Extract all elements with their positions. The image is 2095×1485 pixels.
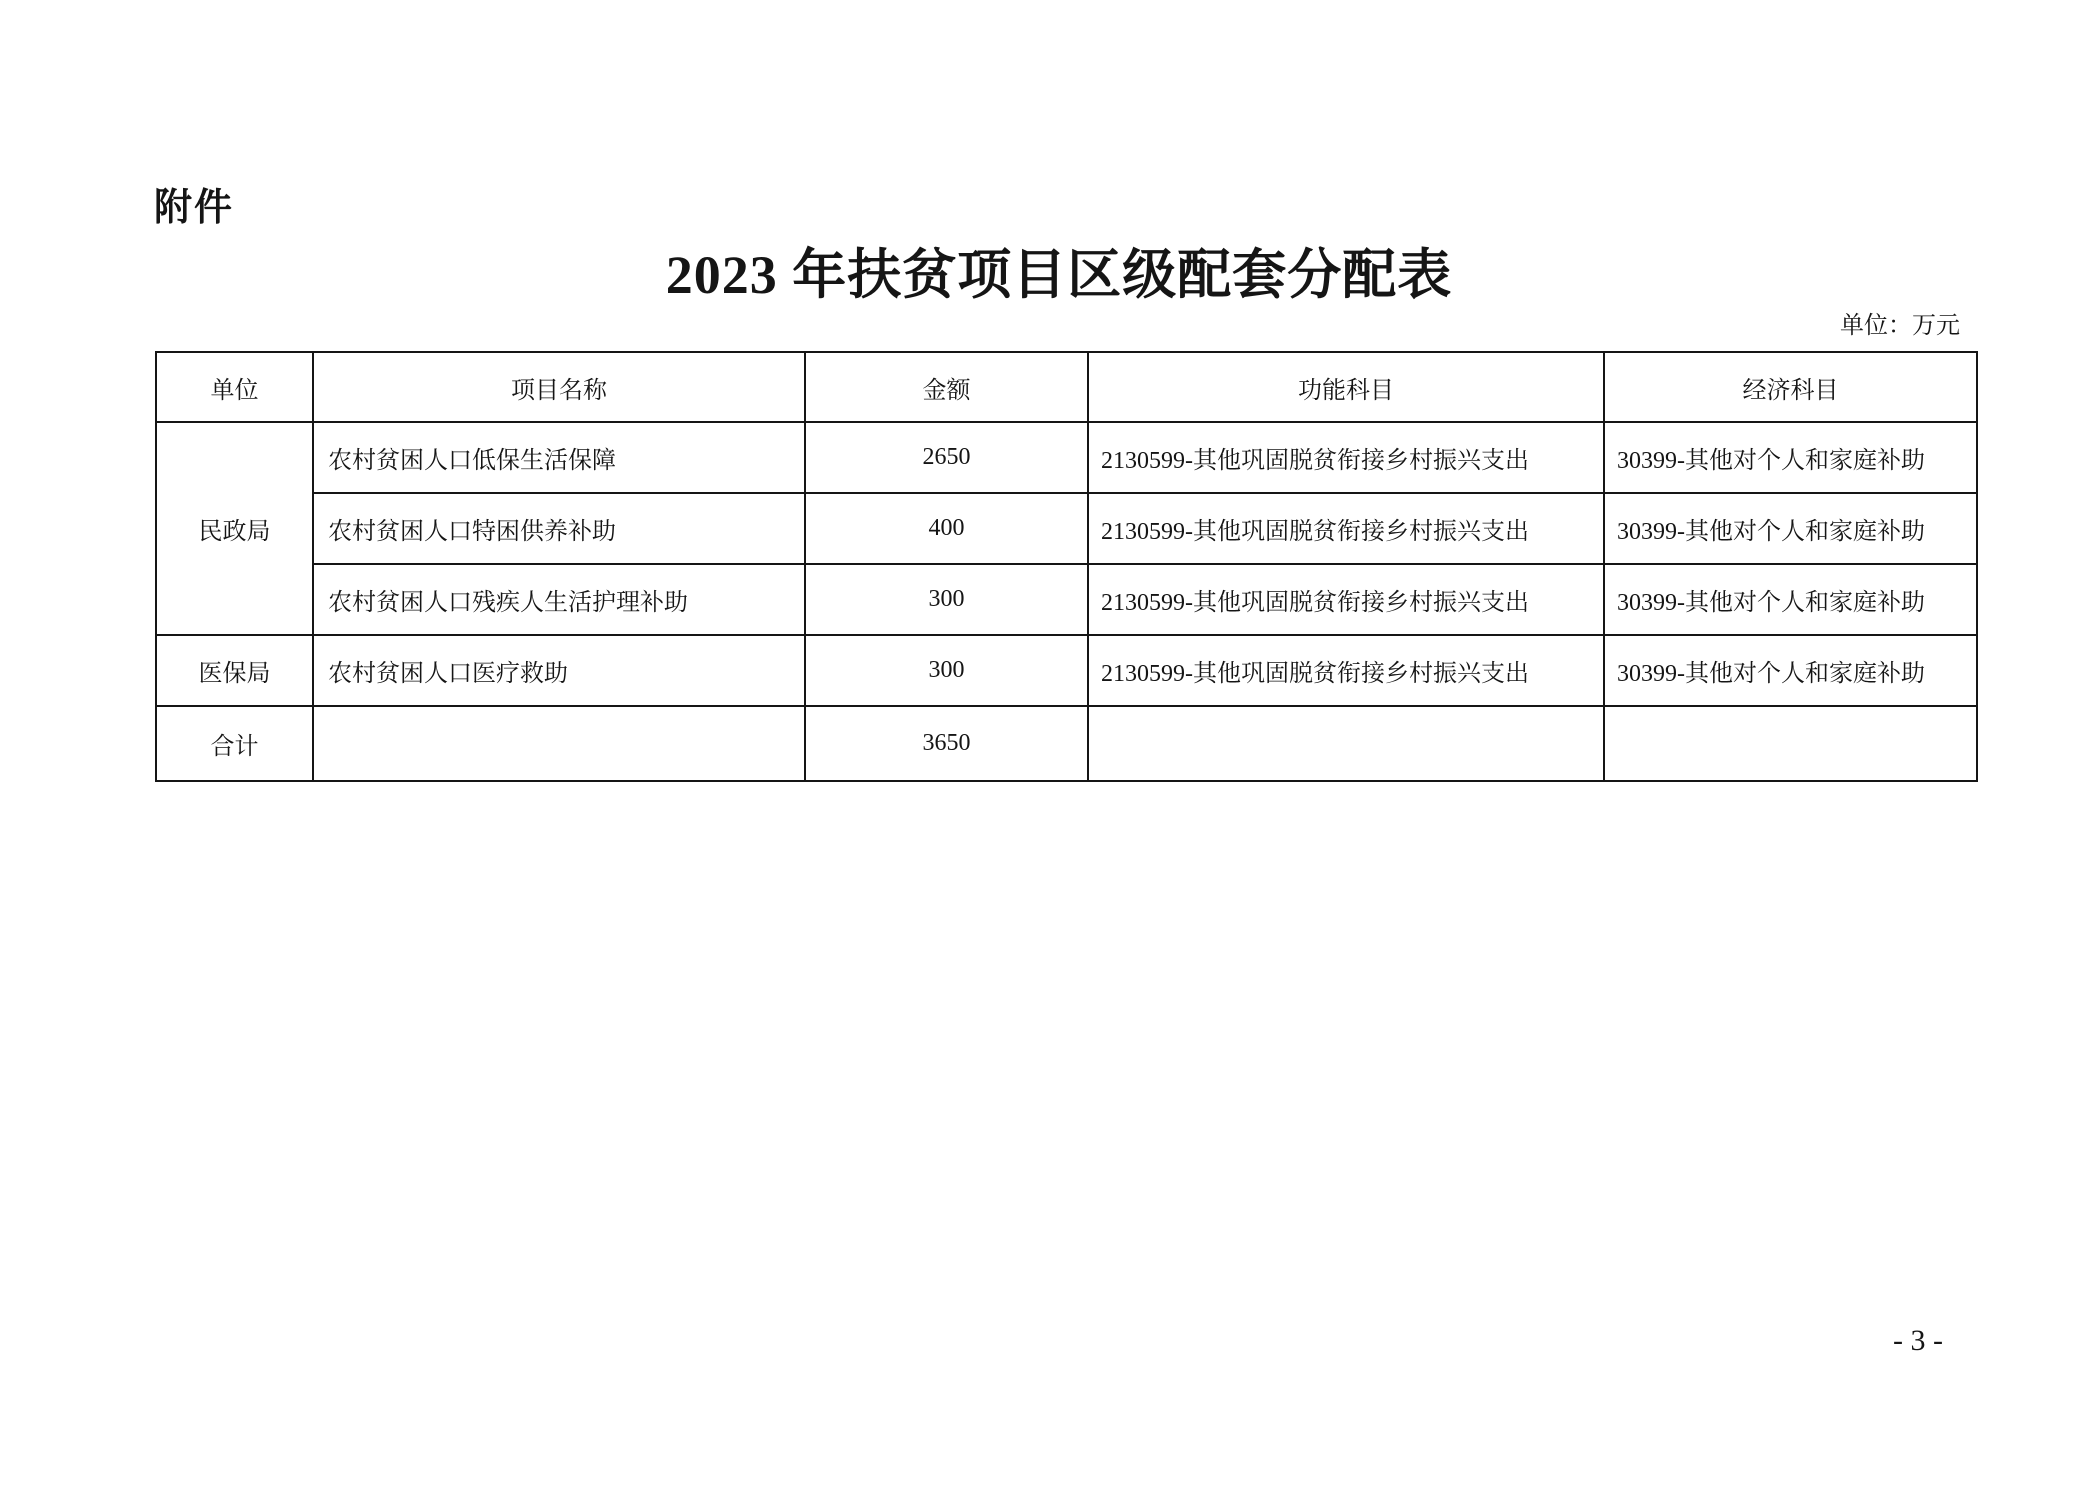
amount-cell: 400 <box>805 493 1088 564</box>
unit-note: 单位：万元 <box>1840 313 1960 339</box>
amount-cell: 2650 <box>805 422 1088 493</box>
page-number: - 3 - <box>1893 1324 1943 1357</box>
unit-cell: 民政局 <box>156 422 313 635</box>
table-row <box>156 564 1977 635</box>
empty-cell <box>313 706 805 781</box>
table-row <box>156 635 1977 706</box>
table-header <box>156 352 1977 422</box>
table-header-row <box>156 352 1977 422</box>
empty-cell <box>1604 706 1977 781</box>
column-header-function-subject: 功能科目 <box>1088 352 1604 422</box>
project-name-cell: 农村贫困人口残疾人生活护理补助 <box>313 564 805 635</box>
table-row <box>156 493 1977 564</box>
total-amount-cell: 3650 <box>805 706 1088 781</box>
function-subject-cell: 2130599-其他巩固脱贫衔接乡村振兴支出 <box>1088 422 1604 493</box>
economic-subject-cell: 30399-其他对个人和家庭补助 <box>1604 564 1977 635</box>
project-name-cell: 农村贫困人口低保生活保障 <box>313 422 805 493</box>
column-header-economic-subject: 经济科目 <box>1604 352 1977 422</box>
function-subject-cell: 2130599-其他巩固脱贫衔接乡村振兴支出 <box>1088 635 1604 706</box>
empty-cell <box>1088 706 1604 781</box>
unit-cell: 医保局 <box>156 635 313 706</box>
total-row <box>156 706 1977 781</box>
economic-subject-cell: 30399-其他对个人和家庭补助 <box>1604 635 1977 706</box>
document-title: 2023 年扶贫项目区级配套分配表 <box>665 245 1453 305</box>
column-header-amount: 金额 <box>805 352 1088 422</box>
project-name-cell: 农村贫困人口医疗救助 <box>313 635 805 706</box>
project-name-cell: 农村贫困人口特困供养补助 <box>313 493 805 564</box>
table-body <box>156 422 1977 781</box>
amount-cell: 300 <box>805 564 1088 635</box>
function-subject-cell: 2130599-其他巩固脱贫衔接乡村振兴支出 <box>1088 493 1604 564</box>
attachment-label: 附件 <box>154 185 235 229</box>
column-header-unit: 单位 <box>156 352 313 422</box>
function-subject-cell: 2130599-其他巩固脱贫衔接乡村振兴支出 <box>1088 564 1604 635</box>
allocation-table <box>155 351 1978 782</box>
table-row <box>156 422 1977 493</box>
column-header-project-name: 项目名称 <box>313 352 805 422</box>
amount-cell: 300 <box>805 635 1088 706</box>
economic-subject-cell: 30399-其他对个人和家庭补助 <box>1604 422 1977 493</box>
economic-subject-cell: 30399-其他对个人和家庭补助 <box>1604 493 1977 564</box>
total-label-cell: 合计 <box>156 706 313 781</box>
